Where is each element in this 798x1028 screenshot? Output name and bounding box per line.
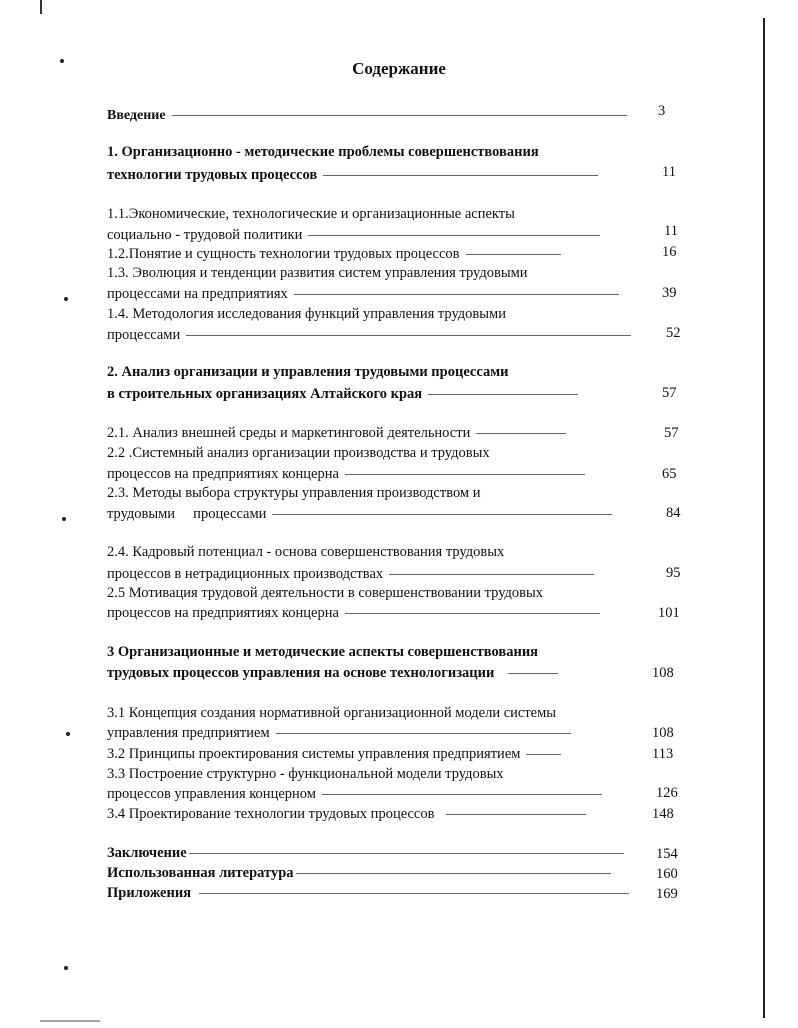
toc-entry: 1.1.Экономические, технологические и организационные аспекты — [107, 206, 515, 222]
page-number: 154 — [656, 846, 678, 862]
toc-entry: 3.3 Построение структурно - функциональной модели трудовых — [107, 766, 504, 782]
toc-entry: 3.1 Концепция создания нормативной организационной модели системы — [107, 705, 557, 721]
toc-entry: процессов на предприятиях концерна — [107, 465, 585, 483]
scan-speck — [64, 297, 68, 301]
toc-entry: процессами на предприятиях — [107, 285, 619, 303]
page-number: 108 — [652, 665, 674, 681]
toc-entry: 2.4. Кадровый потенциал - основа совершенствования трудовых — [107, 544, 505, 560]
toc-entry: трудовыми процессами — [107, 505, 612, 523]
page-title: Содержание — [352, 59, 446, 78]
toc-entry: 3.4 Проектирование технологии трудовых процессов — [107, 805, 586, 823]
toc-chapter: 3 Организационные и методические аспекты совершенствования — [107, 644, 539, 660]
page-number: 16 — [662, 244, 677, 260]
toc-entry: 2.5 Мотивация трудовой деятельности в совершенствовании трудовых — [107, 585, 543, 601]
toc-entry: Приложения — [107, 884, 629, 902]
toc-entry: процессов на предприятиях концерна — [107, 604, 600, 622]
toc-chapter: технологии трудовых процессов — [107, 166, 598, 184]
page-number: 84 — [666, 505, 681, 521]
page-number: 169 — [656, 886, 678, 902]
toc-chapter: 2. Анализ организации и управления трудовыми процессами — [107, 364, 509, 380]
scan-edge-bottom — [40, 1020, 100, 1022]
page-number: 52 — [666, 325, 681, 341]
toc-entry: 2.3. Методы выбора структуры управления производством и — [107, 485, 481, 501]
toc-entry: процессами — [107, 326, 631, 344]
toc-chapter: 1. Организационно - методические проблемы совершенствования — [107, 144, 539, 160]
page-number: 113 — [652, 746, 674, 762]
page-number: 95 — [666, 565, 681, 581]
page-number: 101 — [658, 605, 680, 621]
page-number: 57 — [662, 385, 677, 401]
toc-entry: 1.3. Эволюция и тенденции развития систем управления трудовыми — [107, 265, 528, 281]
toc-entry: 1.4. Методология исследования функций управления трудовыми — [107, 306, 506, 322]
scan-speck — [66, 732, 70, 736]
toc-entry: процессов управления концерном — [107, 785, 602, 803]
page-number: 39 — [662, 285, 677, 301]
page-number: 148 — [652, 806, 674, 822]
toc-entry: управления предприятием — [107, 724, 571, 742]
toc-entry: социально - трудовой политики — [107, 226, 600, 244]
scan-speck — [62, 517, 66, 521]
page-number: 160 — [656, 866, 678, 882]
scan-edge-top — [40, 0, 42, 14]
toc-entry: 3.2 Принципы проектирования системы управления предприятием — [107, 745, 561, 763]
scan-edge-right — [763, 18, 765, 1018]
toc-entry: Введение — [107, 107, 627, 125]
page-number: 3 — [658, 103, 666, 119]
page-number: 65 — [662, 466, 677, 482]
toc-entry: Использованная литература — [107, 864, 611, 882]
scan-speck — [64, 966, 68, 970]
page-number: 126 — [656, 785, 678, 801]
toc-chapter: трудовых процессов управления на основе технологизации — [107, 664, 558, 682]
page-number: 11 — [662, 164, 676, 180]
toc-entry: Заключение — [107, 844, 624, 862]
page-number: 57 — [664, 425, 679, 441]
toc-entry: 1.2.Понятие и сущность технологии трудовых процессов — [107, 245, 561, 263]
toc-entry: 2.1. Анализ внешней среды и маркетинговой деятельности — [107, 424, 566, 442]
page-number: 11 — [664, 223, 678, 239]
toc-entry: процессов в нетрадиционных производствах — [107, 565, 594, 583]
page-number: 108 — [652, 725, 674, 741]
toc-chapter: в строительных организациях Алтайского края — [107, 385, 578, 403]
toc-entry: 2.2 .Системный анализ организации производства и трудовых — [107, 445, 490, 461]
